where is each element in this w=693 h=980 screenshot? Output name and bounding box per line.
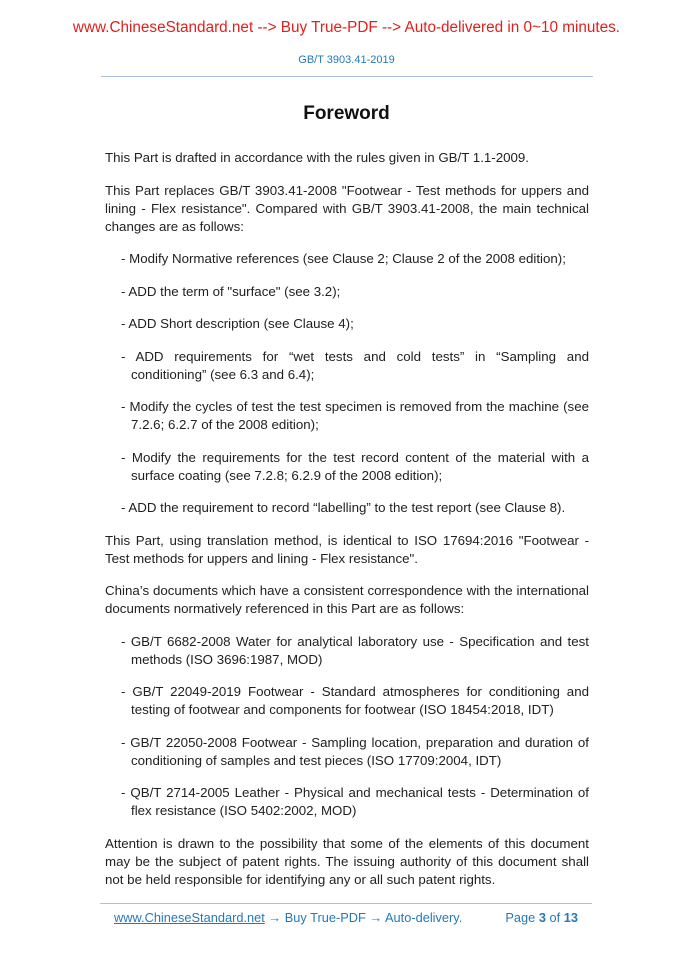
- doc-code: GB/T 3903.41-2019: [298, 54, 395, 66]
- referenced-documents-list: [105, 633, 589, 821]
- page-title: Foreword: [303, 103, 390, 124]
- page-current: 3: [538, 910, 546, 925]
- paragraph-patent-notice: Attention is drawn to the possibility that some of the elements of this document may be the subject of patent rights. The issuing authority of this document shall not be held responsible for identifying any or all such patent rights.: [105, 835, 589, 887]
- list-item: - Modify Normative references (see Clause 2; Clause 2 of the 2008 edition);: [121, 251, 566, 266]
- paragraph-drafted: This Part is drafted in accordance with the rules given in GB/T 1.1-2009.: [105, 150, 529, 165]
- document-body: [105, 149, 589, 889]
- of-label: of: [549, 910, 561, 925]
- list-item: - GB/T 22050-2008 Footwear - Sampling location, preparation and duration of conditioning of samples and test pieces (ISO 17709:2004, IDT): [121, 734, 589, 768]
- technical-changes-list: [105, 250, 589, 517]
- list-item: - Modify the requirements for the test record content of the material with a surface coating (see 7.2.8; 6.2.9 of the 2008 edition);: [121, 449, 589, 483]
- paragraph-china-docs: China’s documents which have a consistent correspondence with the international documents normatively referenced in this Part are as follows:: [105, 583, 589, 616]
- promo-banner: www.ChineseStandard.net --> Buy True-PDF --> Auto-delivered in 0~10 minutes.: [72, 19, 621, 36]
- list-item: - Modify the cycles of test the test specimen is removed from the machine (see 7.2.6; 6.2.7 of the 2008 edition);: [121, 399, 589, 432]
- list-item: - ADD the requirement to record “labelling” to the test report (see Clause 8).: [121, 500, 566, 515]
- list-item: - ADD Short description (see Clause 4);: [121, 316, 354, 331]
- list-item: - QB/T 2714-2005 Leather - Physical and mechanical tests - Determination of flex resistance (ISO 5402:2002, MOD): [121, 785, 589, 818]
- page-total: 13: [563, 910, 578, 925]
- page-indicator: [505, 909, 578, 926]
- footer-delivery-text: → Buy True-PDF → Auto-delivery.: [268, 910, 463, 925]
- page-footer: [100, 903, 592, 926]
- paragraph-replaces: This Part replaces GB/T 3903.41-2008 "Footwear - Test methods for uppers and lining - Flex resistance". Compared with GB/T 3903.41-2008, the main technical changes are as follows:: [105, 182, 589, 234]
- list-item: - GB/T 22049-2019 Footwear - Standard atmospheres for conditioning and testing of footwear and components for footwear (ISO 18454:2018, IDT): [121, 684, 589, 717]
- list-item: - GB/T 6682-2008 Water for analytical laboratory use - Specification and test methods (ISO 3696:1987, MOD): [121, 633, 589, 667]
- header-rule: [101, 76, 593, 77]
- paragraph-iso-identical: This Part, using translation method, is identical to ISO 17694:2016 "Footwear - Test methods for uppers and lining - Flex resistance".: [105, 532, 589, 566]
- page-label: Page: [505, 910, 536, 925]
- list-item: - ADD the term of "surface" (see 3.2);: [121, 283, 341, 299]
- footer-left: [114, 909, 462, 926]
- footer-website-link[interactable]: www.ChineseStandard.net: [114, 910, 265, 925]
- list-item: - ADD requirements for “wet tests and cold tests” in “Sampling and conditioning” (see 6.3 and 6.4);: [121, 348, 589, 382]
